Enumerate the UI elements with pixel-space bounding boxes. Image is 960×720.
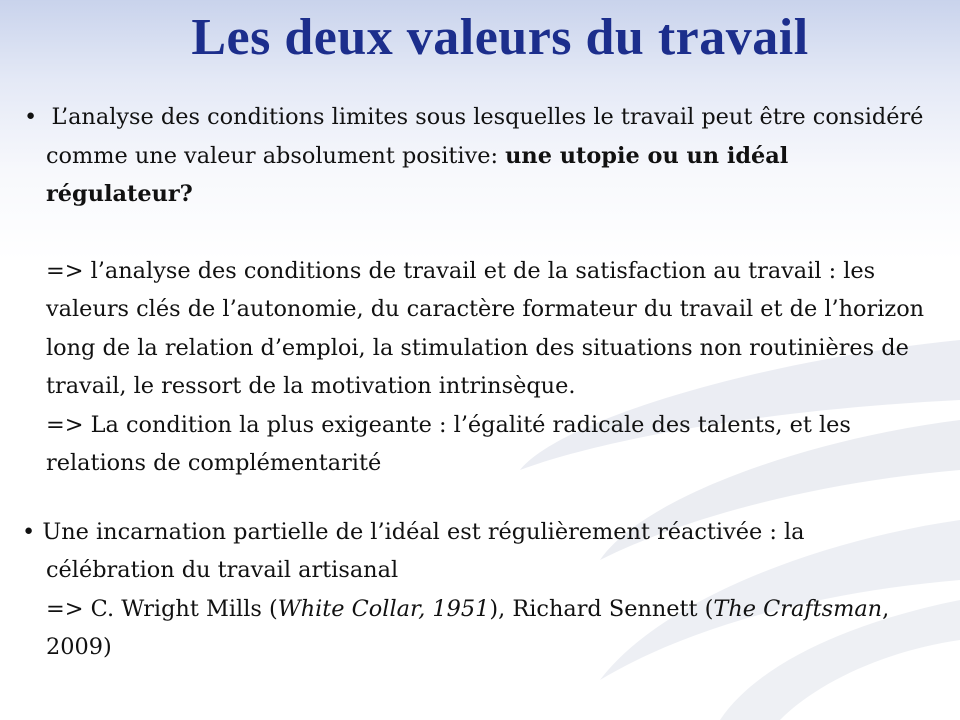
reference-work-2: The Craftsman	[713, 595, 883, 622]
slide-title: Les deux valeurs du travail	[191, 9, 809, 66]
bullet-item-1	[14, 98, 934, 214]
bullet-2-text: Une incarnation partielle de l’idéal est régulièrement réactivée : la célébration du travail artisanal	[42, 518, 805, 583]
bullet-1-bold-text: une utopie ou un idéal régulateur?	[46, 142, 789, 207]
reference-suffix: , 2009)	[46, 595, 890, 660]
slide-body	[14, 98, 934, 667]
reference-prefix: => C. Wright Mills (	[46, 595, 278, 622]
bullet-symbol: •	[24, 104, 38, 130]
point-1: => l’analyse des conditions de travail et de la satisfaction au travail : les valeurs clés de l’autonomie, du caractère formateur du travail et de l’horizon long de la relation d’emploi, la stimulation des situations non routinières de travail, le ressort de la motivation intrinsèque.	[46, 257, 925, 399]
spacer	[14, 214, 934, 252]
spacer	[14, 483, 934, 513]
bullet-1-text: L’analyse des conditions limites sous lesquelles le travail peut être considéré comme une valeur absolument positive:	[46, 104, 924, 169]
reference-middle: ), Richard Sennett (	[489, 595, 714, 622]
reference-line	[14, 590, 934, 667]
reference-work-1: White Collar, 1951	[277, 595, 490, 622]
bullet-item-2	[14, 513, 934, 590]
bullet-symbol: •	[22, 518, 36, 545]
point-2: => La condition la plus exigeante : l’égalité radicale des talents, et les relations de complémentarité	[46, 411, 851, 476]
